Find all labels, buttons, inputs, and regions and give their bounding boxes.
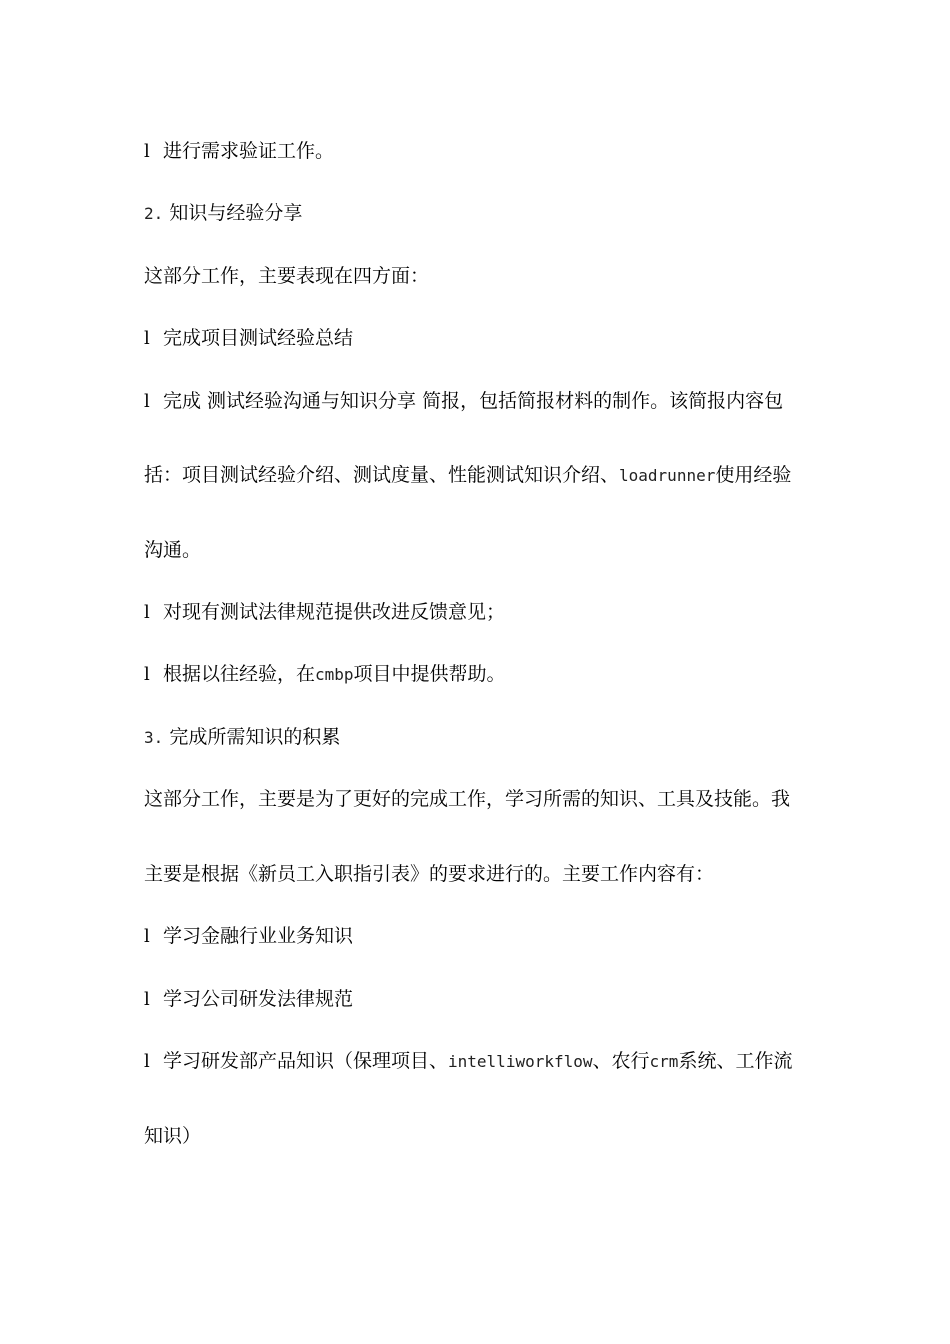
bullet-marker: l <box>144 602 150 623</box>
bullet-marker: l <box>144 141 150 162</box>
bullet-line-finance <box>144 923 824 950</box>
bullet-line-briefing <box>144 388 824 415</box>
line-text-mid: 、农行 <box>592 1050 650 1072</box>
paragraph-knowledge-continued <box>144 861 824 887</box>
bullet-line-products <box>144 1048 824 1075</box>
line-text: 完成 测试经验沟通与知识分享 简报，包括简报材料的制作。该简报内容包 <box>163 390 784 412</box>
section-title: 完成所需知识的积累 <box>169 726 341 748</box>
code-term-cmbp: cmbp <box>315 665 354 684</box>
paragraph-briefing-continued <box>144 462 824 489</box>
bullet-marker: l <box>144 391 150 412</box>
line-text: 进行需求验证工作。 <box>163 140 335 162</box>
bullet-line-regulations <box>144 986 824 1013</box>
line-text: 沟通。 <box>144 539 202 561</box>
line-text: 这部分工作，主要表现在四方面： <box>144 265 430 287</box>
line-text: 学习金融行业业务知识 <box>163 925 354 947</box>
section-heading-2 <box>144 200 824 227</box>
bullet-line-feedback <box>144 599 824 626</box>
bullet-marker: l <box>144 926 150 947</box>
line-text: 主要是根据《新员工入职指引表》的要求进行的。主要工作内容有： <box>144 863 715 885</box>
bullet-marker: l <box>144 328 150 349</box>
line-text: 知识） <box>144 1125 202 1147</box>
bullet-marker: l <box>144 664 150 685</box>
code-term-crm: crm <box>649 1052 679 1071</box>
line-text-end: 系统、工作流 <box>678 1050 793 1072</box>
paragraph-intro <box>144 263 824 289</box>
line-text: 根据以往经验，在 <box>163 663 316 685</box>
section-title: 知识与经验分享 <box>169 202 303 224</box>
line-text-end: 使用经验 <box>715 464 792 486</box>
line-text: 学习研发部产品知识（保理项目、 <box>163 1050 449 1072</box>
paragraph-products-end <box>144 1123 824 1149</box>
line-text: 括：项目测试经验介绍、测试度量、性能测试知识介绍、 <box>144 464 620 486</box>
bullet-line-requirements <box>144 138 824 165</box>
bullet-line-cmbp <box>144 661 824 688</box>
bullet-marker: l <box>144 1051 150 1072</box>
bullet-line-summary <box>144 325 824 352</box>
line-text: 完成项目测试经验总结 <box>163 327 354 349</box>
code-term-intelliworkflow: intelliworkflow <box>448 1052 593 1071</box>
paragraph-briefing-end <box>144 537 824 563</box>
line-text: 这部分工作，主要是为了更好的完成工作，学习所需的知识、工具及技能。我 <box>144 788 791 810</box>
section-number: 2. <box>144 204 164 223</box>
line-text-end: 项目中提供帮助。 <box>353 663 506 685</box>
bullet-marker: l <box>144 989 150 1010</box>
paragraph-knowledge <box>144 786 824 812</box>
section-number: 3. <box>144 728 164 747</box>
line-text: 对现有测试法律规范提供改进反馈意见； <box>163 601 506 623</box>
section-heading-3 <box>144 724 824 751</box>
line-text: 学习公司研发法律规范 <box>163 988 354 1010</box>
code-term-loadrunner: loadrunner <box>619 466 716 485</box>
